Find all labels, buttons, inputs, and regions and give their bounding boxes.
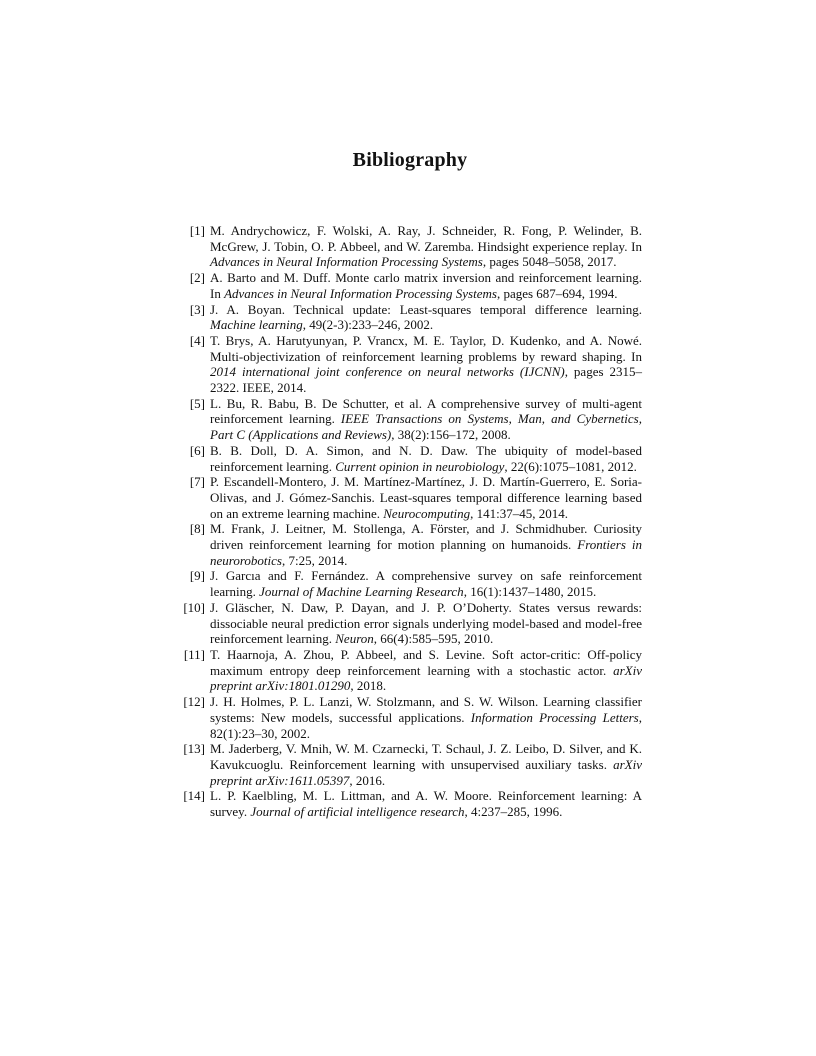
reference-item: [172, 270, 642, 301]
reference-text: [205, 694, 642, 741]
reference-details: , 22(6):1075–1081, 2012.: [504, 458, 637, 474]
reference-item: [172, 647, 642, 694]
reference-number: [14]: [183, 788, 205, 804]
reference-text: [205, 788, 642, 819]
reference-text: [205, 521, 642, 568]
reference-authors-title: L. Bu, R. Babu, B. De Schutter, et al. A comprehensive survey of multi-agent reinforcement learning.: [210, 395, 642, 427]
reference-item: [172, 568, 642, 599]
reference-text: [205, 302, 642, 333]
reference-details: , pages 5048–5058, 2017.: [482, 254, 617, 270]
reference-authors-title: T. Haarnoja, A. Zhou, P. Abbeel, and S. Levine. Soft actor-critic: Off-policy maximum entropy deep reinforcement learning with a stochastic actor.: [210, 646, 642, 678]
reference-authors-title: J. H. Holmes, P. L. Lanzi, W. Stolzmann, and S. W. Wilson. Learning classifier systems: New models, successful applications.: [210, 694, 642, 725]
reference-item: [172, 521, 642, 568]
reference-number: [3]: [189, 301, 205, 317]
reference-item: [172, 396, 642, 443]
reference-number: [6]: [189, 442, 205, 458]
reference-number: [9]: [189, 568, 205, 584]
reference-item: [172, 741, 642, 788]
reference-item: [172, 223, 642, 270]
reference-details: , 16(1):1437–1480, 2015.: [463, 584, 597, 600]
reference-venue: Journal of artificial intelligence research: [250, 804, 465, 820]
reference-venue: IEEE Transactions on Systems, Man, and Cybernetics, Part C (Applications and Reviews): [210, 411, 642, 443]
reference-venue: Advances in Neural Information Processing Systems: [224, 285, 497, 301]
reference-details: , pages 687–694, 1994.: [496, 285, 618, 301]
reference-details: , 2016.: [349, 772, 386, 788]
reference-item: [172, 600, 642, 647]
reference-details: , 7:25, 2014.: [281, 552, 348, 568]
reference-number: [7]: [189, 474, 205, 490]
reference-number: [8]: [189, 521, 205, 537]
reference-text: [205, 474, 642, 521]
reference-number: [4]: [189, 332, 205, 348]
reference-details: , 141:37–45, 2014.: [470, 505, 569, 521]
reference-item: [172, 302, 642, 333]
reference-number: [12]: [183, 694, 205, 710]
reference-venue: Frontiers in neurorobotics: [210, 537, 642, 568]
reference-details: , 66(4):585–595, 2010.: [373, 631, 494, 647]
reference-text: [205, 223, 642, 270]
reference-item: [172, 474, 642, 521]
reference-details: , pages 2315–2322. IEEE, 2014.: [210, 364, 642, 396]
reference-text: [205, 443, 642, 474]
reference-venue: Machine learning: [210, 317, 303, 333]
reference-details: , 82(1):23–30, 2002.: [210, 709, 642, 741]
reference-details: , 38(2):156–172, 2008.: [391, 427, 511, 443]
reference-authors-title: L. P. Kaelbling, M. L. Littman, and A. W. Moore. Reinforcement learning: A survey.: [210, 788, 642, 820]
reference-venue: Advances in Neural Information Processing Systems: [210, 254, 483, 270]
reference-authors-title: J. Gläscher, N. Daw, P. Dayan, and J. P. O’Doherty. States versus rewards: dissociable neural prediction error signals underlying model-based and model-free reinforcement learning.: [210, 599, 642, 647]
reference-authors-title: A. Barto and M. Duff. Monte carlo matrix inversion and reinforcement learning. In: [210, 270, 642, 301]
reference-number: [13]: [183, 741, 205, 757]
reference-text: [205, 270, 642, 301]
reference-authors-title: P. Escandell-Montero, J. M. Martínez-Martínez, J. D. Martín-Guerrero, E. Soria-Olivas, and J. Gómez-Sanchis. Least-squares temporal difference learning based on an extreme learning machine.: [210, 474, 642, 521]
reference-venue: Journal of Machine Learning Research: [259, 584, 464, 600]
reference-text: [205, 568, 642, 599]
reference-text: [205, 333, 642, 396]
reference-details: , 49(2-3):233–246, 2002.: [302, 317, 434, 333]
reference-text: [205, 396, 642, 443]
reference-details: , 2018.: [350, 678, 387, 694]
reference-details: , 4:237–285, 1996.: [464, 804, 563, 820]
reference-authors-title: M. Jaderberg, V. Mnih, W. M. Czarnecki, T. Schaul, J. Z. Leibo, D. Silver, and K. Kavukcuoglu. Reinforcement learning with unsupervised auxiliary tasks.: [210, 741, 642, 772]
reference-venue: Neuron: [335, 631, 374, 647]
reference-item: [172, 788, 642, 819]
reference-authors-title: M. Frank, J. Leitner, M. Stollenga, A. Förster, and J. Schmidhuber. Curiosity driven reinforcement learning for motion planning on humanoids.: [210, 521, 642, 553]
reference-authors-title: T. Brys, A. Harutyunyan, P. Vrancx, M. E. Taylor, D. Kudenko, and A. Nowé. Multi-objectivization of reinforcement learning problems by reward shaping. In: [210, 332, 642, 364]
reference-number: [2]: [189, 270, 205, 286]
reference-text: [205, 647, 642, 694]
reference-venue: Information Processing Letters: [470, 709, 639, 725]
reference-venue: arXiv preprint arXiv:1801.01290: [210, 662, 642, 694]
reference-authors-title: B. B. Doll, D. A. Simon, and N. D. Daw. The ubiquity of model-based reinforcement learning.: [210, 442, 642, 474]
reference-venue: 2014 international joint conference on neural networks (IJCNN): [210, 364, 565, 380]
reference-venue: Neurocomputing: [383, 505, 471, 521]
reference-item: [172, 333, 642, 396]
reference-list: [172, 223, 642, 820]
reference-venue: Current opinion in neurobiology: [335, 458, 505, 474]
reference-number: [10]: [183, 599, 205, 615]
reference-authors-title: J. A. Boyan. Technical update: Least-squares temporal difference learning.: [210, 301, 642, 317]
reference-item: [172, 694, 642, 741]
reference-authors-title: J. Garcıa and F. Fernández. A comprehensive survey on safe reinforcement learning.: [210, 568, 642, 600]
reference-text: [205, 741, 642, 788]
reference-number: [11]: [183, 646, 205, 662]
reference-number: [1]: [189, 223, 205, 238]
page-title: Bibliography: [352, 149, 468, 171]
reference-item: [172, 443, 642, 474]
reference-authors-title: M. Andrychowicz, F. Wolski, A. Ray, J. Schneider, R. Fong, P. Welinder, B. McGrew, J. Tobin, O. P. Abbeel, and W. Zaremba. Hindsight experience replay. In: [210, 223, 642, 254]
reference-text: [205, 600, 642, 647]
reference-venue: arXiv preprint arXiv:1611.05397: [210, 756, 642, 788]
reference-number: [5]: [189, 395, 205, 411]
